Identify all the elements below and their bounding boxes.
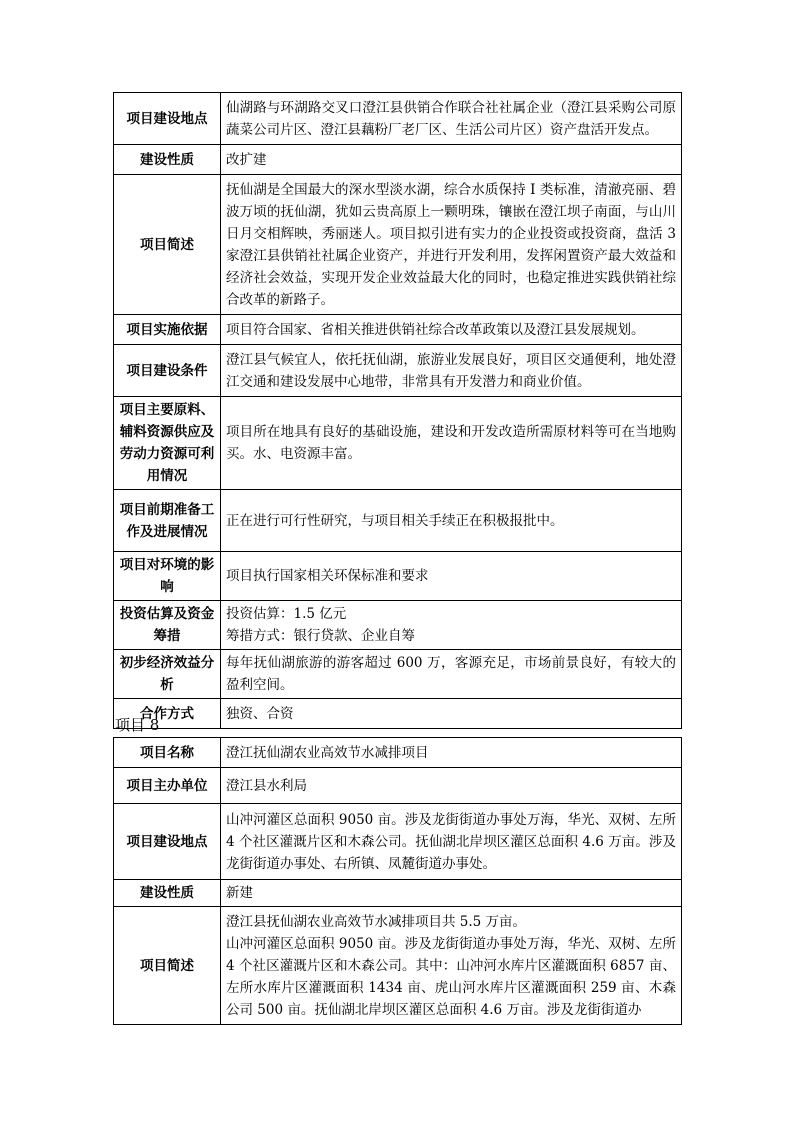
row-value	[221, 175, 682, 315]
row-label: 项目简述	[114, 175, 221, 315]
row-label: 项目建设条件	[114, 345, 221, 397]
row-value-line: 山冲河灌区总面积 9050 亩。涉及龙街街道办事处万海，华光、双树、左所 4 个社区灌溉片区和木森公司。抚仙湖北岸坝区灌区总面积 4.6 万亩。涉及龙街街道办事处、右所镇、凤麓街道办事处。	[226, 811, 676, 872]
row-label: 项目主办单位	[114, 768, 221, 804]
row-label: 投资估算及资金筹措	[114, 601, 221, 650]
row-value	[221, 345, 682, 397]
row-value	[221, 552, 682, 601]
table-row	[114, 175, 682, 315]
row-value-line: 改扩建	[226, 151, 267, 168]
row-value	[221, 93, 682, 145]
table-row	[114, 315, 682, 345]
row-label: 合作方式	[114, 699, 221, 729]
row-label: 项目对环境的影响	[114, 552, 221, 601]
row-value-line: 仙湖路与环湖路交叉口澄江县供销合作联合社社属企业（澄江县采购公司原蔬菜公司片区、澄江县藕粉厂老厂区、生活公司片区）资产盘活开发点。	[226, 99, 676, 138]
table-row	[114, 768, 682, 804]
row-label: 项目名称	[114, 738, 221, 768]
row-value-line: 项目所在地具有良好的基础设施，建设和开发改造所需原材料等可在当地购买。水、电资源丰富。	[226, 424, 676, 462]
row-value	[221, 768, 682, 804]
row-value-line: 正在进行可行性研究，与项目相关手续正在积极报批中。	[226, 512, 564, 529]
row-value	[221, 880, 682, 907]
row-value-line: 澄江县气候宜人，依托抚仙湖，旅游业发展良好，项目区交通便利，地处澄江交通和建设发展中心地带，非常具有开发潜力和商业价值。	[226, 351, 676, 390]
row-value-line: 抚仙湖是全国最大的深水型淡水湖，综合水质保持 I 类标准，清澈亮丽、碧波万顷的抚仙湖，犹如云贵高原上一颗明珠，镶嵌在澄江坝子南面，与山川日月交相辉映，秀丽迷人。项目拟引进有实力的企业投资或投资商，盘活 3 家澄江县供销社社属企业资产，并进行开发利用，发挥闲置资产最大效益和经济社会效益，实现开发企业效益最大化的同时，也稳定推进实践供销社综合改革的新路子。	[226, 181, 676, 308]
row-label: 建设性质	[114, 880, 221, 907]
row-value	[221, 490, 682, 552]
row-label: 建设性质	[114, 145, 221, 175]
table-row	[114, 907, 682, 1025]
row-value-line: 澄江县抚仙湖农业高效节水减排项目共 5.5 万亩。	[226, 913, 527, 930]
row-label: 初步经济效益分析	[114, 650, 221, 699]
project-info-table-1	[113, 92, 682, 729]
row-value	[221, 699, 682, 729]
row-value-line: 澄江县水利局	[226, 777, 307, 794]
row-value-line: 每年抚仙湖旅游的游客超过 600 万，客源充足，市场前景良好，有较大的盈利空间。	[226, 655, 676, 693]
row-value	[221, 397, 682, 490]
row-value	[221, 738, 682, 768]
row-label: 项目实施依据	[114, 315, 221, 345]
table-row	[114, 804, 682, 880]
row-value-line: 山冲河灌区总面积 9050 亩。涉及龙街街道办事处万海，华光、双树、左所 4 个社区灌溉片区和木森公司。其中：山冲河水库片区灌溉面积 6857 亩、左所水库片区灌溉面积 1434 亩、虎山河水库片区灌溉面积 259 亩、木森公司 500 亩。抚仙湖北岸坝区灌区总面积 4.6 万亩。涉及龙街街道办	[226, 935, 676, 1018]
row-label: 项目建设地点	[114, 804, 221, 880]
row-value	[221, 907, 682, 1025]
table-row	[114, 345, 682, 397]
row-value-line: 项目符合国家、省相关推进供销社综合改革政策以及澄江县发展规划。	[226, 321, 645, 338]
table-row	[114, 699, 682, 729]
row-value-line: 项目执行国家相关环保标准和要求	[226, 568, 429, 584]
table-row	[114, 93, 682, 145]
table-row	[114, 552, 682, 601]
row-value	[221, 804, 682, 880]
row-value	[221, 315, 682, 345]
row-value-line: 筹措方式：银行贷款、企业自筹	[226, 628, 415, 644]
row-label: 项目主要原料、辅料资源供应及劳动力资源可利用情况	[114, 397, 221, 490]
row-value	[221, 601, 682, 650]
row-value-line: 澄江抚仙湖农业高效节水减排项目	[226, 744, 429, 761]
row-label: 项目建设地点	[114, 93, 221, 145]
row-value-line: 独资、合资	[226, 705, 294, 722]
project-8-heading: 项目 8	[115, 716, 160, 734]
table-row	[114, 738, 682, 768]
row-label: 项目前期准备工作及进展情况	[114, 490, 221, 552]
table-row	[114, 601, 682, 650]
row-label: 项目简述	[114, 907, 221, 1025]
table-row	[114, 650, 682, 699]
row-value	[221, 650, 682, 699]
table-row	[114, 490, 682, 552]
table-row	[114, 880, 682, 907]
table-row	[114, 145, 682, 175]
row-value-line: 投资估算：1.5 亿元	[226, 606, 347, 622]
row-value	[221, 145, 682, 175]
table-row	[114, 397, 682, 490]
row-value-line: 新建	[226, 885, 253, 901]
project-info-table-2	[113, 737, 682, 1025]
